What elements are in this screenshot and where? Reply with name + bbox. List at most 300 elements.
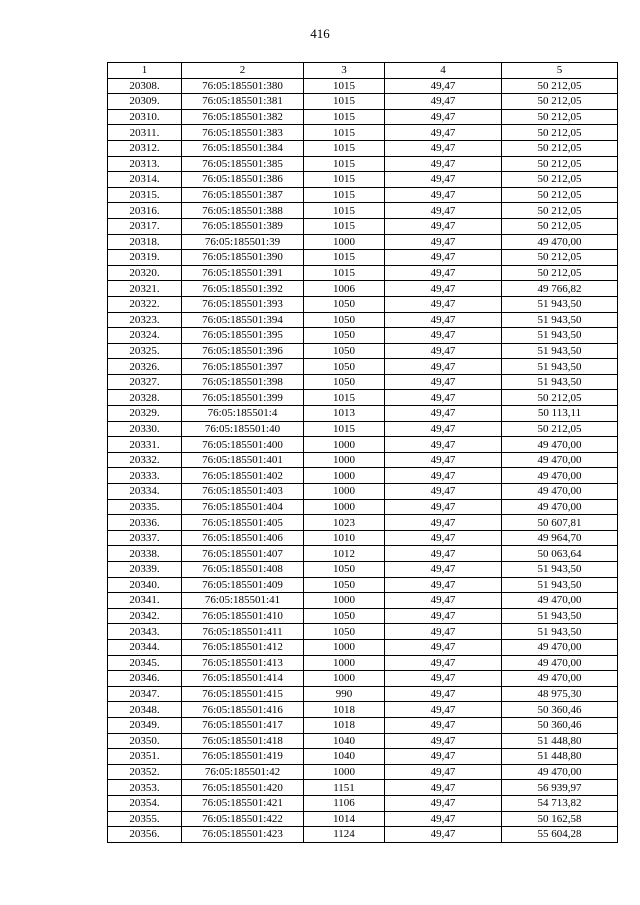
table-row	[108, 359, 618, 375]
table-cell: 49 470,00	[502, 639, 618, 655]
table-cell: 20346.	[108, 671, 182, 687]
table-row	[108, 671, 618, 687]
table-cell: 49,47	[385, 733, 502, 749]
table-cell: 20330.	[108, 421, 182, 437]
table-cell: 1015	[304, 187, 385, 203]
table-row	[108, 281, 618, 297]
table-row	[108, 546, 618, 562]
table-cell: 49,47	[385, 624, 502, 640]
table-cell: 49 470,00	[502, 655, 618, 671]
table-cell: 76:05:185501:414	[182, 671, 304, 687]
table-cell: 51 943,50	[502, 624, 618, 640]
table-cell: 1018	[304, 717, 385, 733]
table-cell: 76:05:185501:413	[182, 655, 304, 671]
table-cell: 20334.	[108, 484, 182, 500]
table-cell: 50 607,81	[502, 515, 618, 531]
table-cell: 20311.	[108, 125, 182, 141]
table-cell: 1015	[304, 421, 385, 437]
table-row	[108, 639, 618, 655]
table-body	[108, 78, 618, 842]
table-row	[108, 780, 618, 796]
table-row	[108, 203, 618, 219]
table-cell: 50 162,58	[502, 811, 618, 827]
table-cell: 49,47	[385, 515, 502, 531]
table-cell: 20326.	[108, 359, 182, 375]
table-cell: 76:05:185501:395	[182, 328, 304, 344]
table-cell: 1012	[304, 546, 385, 562]
table-cell: 20336.	[108, 515, 182, 531]
table-cell: 20317.	[108, 218, 182, 234]
table-cell: 50 212,05	[502, 390, 618, 406]
table-cell: 76:05:185501:422	[182, 811, 304, 827]
table-cell: 49,47	[385, 296, 502, 312]
table-cell: 1040	[304, 749, 385, 765]
table-cell: 49,47	[385, 312, 502, 328]
table-cell: 50 212,05	[502, 421, 618, 437]
table-cell: 76:05:185501:392	[182, 281, 304, 297]
table-row	[108, 250, 618, 266]
table-row	[108, 499, 618, 515]
table-cell: 1015	[304, 172, 385, 188]
table-cell: 990	[304, 686, 385, 702]
data-table	[107, 62, 618, 843]
table-row	[108, 749, 618, 765]
table-cell: 20308.	[108, 78, 182, 94]
table-cell: 1023	[304, 515, 385, 531]
table-cell: 1000	[304, 639, 385, 655]
table-cell: 76:05:185501:390	[182, 250, 304, 266]
table-cell: 1018	[304, 702, 385, 718]
table-cell: 76:05:185501:415	[182, 686, 304, 702]
table-cell: 49,47	[385, 484, 502, 500]
table-cell: 76:05:185501:419	[182, 749, 304, 765]
table-cell: 20313.	[108, 156, 182, 172]
table-cell: 51 943,50	[502, 328, 618, 344]
table-cell: 1015	[304, 94, 385, 110]
column-header: 5	[502, 63, 618, 79]
table-cell: 76:05:185501:39	[182, 234, 304, 250]
table-cell: 76:05:185501:393	[182, 296, 304, 312]
table-cell: 51 448,80	[502, 749, 618, 765]
table-row	[108, 811, 618, 827]
table-cell: 1151	[304, 780, 385, 796]
table-cell: 49,47	[385, 593, 502, 609]
table-cell: 20356.	[108, 827, 182, 843]
table-cell: 49,47	[385, 827, 502, 843]
table-cell: 49,47	[385, 749, 502, 765]
table-cell: 49,47	[385, 172, 502, 188]
table-cell: 49 470,00	[502, 468, 618, 484]
table-cell: 51 943,50	[502, 374, 618, 390]
table-cell: 55 604,28	[502, 827, 618, 843]
table-cell: 76:05:185501:397	[182, 359, 304, 375]
table-cell: 50 360,46	[502, 717, 618, 733]
table-cell: 76:05:185501:402	[182, 468, 304, 484]
table-cell: 20323.	[108, 312, 182, 328]
table-row	[108, 234, 618, 250]
table-cell: 20312.	[108, 140, 182, 156]
table-row	[108, 140, 618, 156]
table-cell: 49 470,00	[502, 764, 618, 780]
table-cell: 76:05:185501:388	[182, 203, 304, 219]
table-cell: 1000	[304, 437, 385, 453]
table-cell: 1050	[304, 328, 385, 344]
table-cell: 49,47	[385, 608, 502, 624]
table-cell: 49 470,00	[502, 593, 618, 609]
table-cell: 76:05:185501:394	[182, 312, 304, 328]
table-cell: 49,47	[385, 546, 502, 562]
table-cell: 50 212,05	[502, 265, 618, 281]
table-cell: 48 975,30	[502, 686, 618, 702]
table-cell: 76:05:185501:408	[182, 562, 304, 578]
table-cell: 20341.	[108, 593, 182, 609]
table-cell: 51 943,50	[502, 343, 618, 359]
table-cell: 20335.	[108, 499, 182, 515]
table-row	[108, 733, 618, 749]
table-cell: 20325.	[108, 343, 182, 359]
table-cell: 1015	[304, 250, 385, 266]
table-cell: 49 964,70	[502, 530, 618, 546]
table-cell: 49,47	[385, 780, 502, 796]
table-cell: 20343.	[108, 624, 182, 640]
table-cell: 76:05:185501:401	[182, 452, 304, 468]
table-row	[108, 593, 618, 609]
table-cell: 50 212,05	[502, 250, 618, 266]
table-cell: 76:05:185501:383	[182, 125, 304, 141]
table-cell: 20350.	[108, 733, 182, 749]
table-cell: 20331.	[108, 437, 182, 453]
table-row	[108, 624, 618, 640]
table-cell: 1015	[304, 140, 385, 156]
table-cell: 20321.	[108, 281, 182, 297]
table-cell: 20310.	[108, 109, 182, 125]
table-cell: 1015	[304, 203, 385, 219]
table-cell: 1014	[304, 811, 385, 827]
table-cell: 49,47	[385, 406, 502, 422]
table-cell: 20349.	[108, 717, 182, 733]
table-cell: 49,47	[385, 530, 502, 546]
table-cell: 51 943,50	[502, 577, 618, 593]
table-cell: 76:05:185501:382	[182, 109, 304, 125]
table-cell: 54 713,82	[502, 795, 618, 811]
table-cell: 1015	[304, 390, 385, 406]
table-cell: 76:05:185501:406	[182, 530, 304, 546]
table-cell: 50 212,05	[502, 94, 618, 110]
table-cell: 50 212,05	[502, 125, 618, 141]
table-cell: 56 939,97	[502, 780, 618, 796]
table-cell: 50 212,05	[502, 140, 618, 156]
table-cell: 49,47	[385, 811, 502, 827]
table-cell: 50 212,05	[502, 203, 618, 219]
table-cell: 20339.	[108, 562, 182, 578]
table-cell: 20347.	[108, 686, 182, 702]
table-cell: 76:05:185501:391	[182, 265, 304, 281]
table-cell: 76:05:185501:384	[182, 140, 304, 156]
table-cell: 49 470,00	[502, 484, 618, 500]
table-cell: 49,47	[385, 250, 502, 266]
table-cell: 1040	[304, 733, 385, 749]
table-cell: 49,47	[385, 343, 502, 359]
table-cell: 49,47	[385, 203, 502, 219]
table-cell: 1050	[304, 562, 385, 578]
table-cell: 1000	[304, 484, 385, 500]
table-cell: 76:05:185501:420	[182, 780, 304, 796]
table-cell: 76:05:185501:417	[182, 717, 304, 733]
table-cell: 1000	[304, 593, 385, 609]
table-cell: 20309.	[108, 94, 182, 110]
table-cell: 49 470,00	[502, 671, 618, 687]
table-cell: 20354.	[108, 795, 182, 811]
table-cell: 49,47	[385, 374, 502, 390]
table-row	[108, 328, 618, 344]
table-cell: 1015	[304, 78, 385, 94]
table-cell: 20353.	[108, 780, 182, 796]
table-cell: 1106	[304, 795, 385, 811]
table-cell: 76:05:185501:405	[182, 515, 304, 531]
table-cell: 1050	[304, 374, 385, 390]
table-cell: 49,47	[385, 452, 502, 468]
table-cell: 20327.	[108, 374, 182, 390]
table-cell: 20324.	[108, 328, 182, 344]
table-cell: 49,47	[385, 468, 502, 484]
table-cell: 76:05:185501:381	[182, 94, 304, 110]
table-cell: 20345.	[108, 655, 182, 671]
table-cell: 49,47	[385, 109, 502, 125]
table-cell: 49,47	[385, 140, 502, 156]
table-cell: 51 943,50	[502, 312, 618, 328]
table-row	[108, 468, 618, 484]
table-row	[108, 390, 618, 406]
table-cell: 49,47	[385, 717, 502, 733]
table-row	[108, 374, 618, 390]
table-row	[108, 406, 618, 422]
table-cell: 1015	[304, 109, 385, 125]
table-cell: 20355.	[108, 811, 182, 827]
table-cell: 49,47	[385, 639, 502, 655]
table-cell: 1000	[304, 234, 385, 250]
table-row	[108, 515, 618, 531]
table-cell: 49,47	[385, 686, 502, 702]
table-cell: 20332.	[108, 452, 182, 468]
table-cell: 76:05:185501:42	[182, 764, 304, 780]
table-cell: 50 212,05	[502, 109, 618, 125]
table-cell: 76:05:185501:380	[182, 78, 304, 94]
table-cell: 49,47	[385, 671, 502, 687]
table-cell: 76:05:185501:396	[182, 343, 304, 359]
table-cell: 49,47	[385, 187, 502, 203]
page-number: 416	[310, 26, 330, 41]
table-row	[108, 686, 618, 702]
table-row	[108, 577, 618, 593]
table-cell: 76:05:185501:404	[182, 499, 304, 515]
table-cell: 20352.	[108, 764, 182, 780]
table-cell: 76:05:185501:387	[182, 187, 304, 203]
table-cell: 49,47	[385, 125, 502, 141]
table-cell: 20319.	[108, 250, 182, 266]
table-cell: 76:05:185501:412	[182, 639, 304, 655]
table-cell: 1124	[304, 827, 385, 843]
table-cell: 20320.	[108, 265, 182, 281]
table-cell: 1015	[304, 265, 385, 281]
table-cell: 76:05:185501:421	[182, 795, 304, 811]
table-cell: 50 212,05	[502, 78, 618, 94]
table-cell: 20344.	[108, 639, 182, 655]
table-row	[108, 172, 618, 188]
table-cell: 50 063,64	[502, 546, 618, 562]
table-cell: 1013	[304, 406, 385, 422]
table-cell: 76:05:185501:386	[182, 172, 304, 188]
table-cell: 49,47	[385, 655, 502, 671]
table-cell: 50 113,11	[502, 406, 618, 422]
table-cell: 20329.	[108, 406, 182, 422]
table-cell: 51 943,50	[502, 359, 618, 375]
table-cell: 76:05:185501:418	[182, 733, 304, 749]
table-row	[108, 827, 618, 843]
table-cell: 1050	[304, 296, 385, 312]
table-cell: 49,47	[385, 218, 502, 234]
table-cell: 1050	[304, 624, 385, 640]
table-cell: 76:05:185501:409	[182, 577, 304, 593]
table-cell: 49,47	[385, 94, 502, 110]
table-cell: 49,47	[385, 764, 502, 780]
table-row	[108, 78, 618, 94]
table-cell: 51 943,50	[502, 608, 618, 624]
table-cell: 49,47	[385, 702, 502, 718]
table-row	[108, 795, 618, 811]
table-cell: 1000	[304, 499, 385, 515]
table-cell: 1000	[304, 468, 385, 484]
table-cell: 20322.	[108, 296, 182, 312]
table-cell: 1050	[304, 359, 385, 375]
table-row	[108, 437, 618, 453]
table-cell: 1015	[304, 156, 385, 172]
table-cell: 76:05:185501:416	[182, 702, 304, 718]
table-cell: 49,47	[385, 281, 502, 297]
table-cell: 76:05:185501:410	[182, 608, 304, 624]
table-cell: 20333.	[108, 468, 182, 484]
table-cell: 49,47	[385, 234, 502, 250]
table-cell: 49,47	[385, 562, 502, 578]
table-cell: 49,47	[385, 499, 502, 515]
table-cell: 20340.	[108, 577, 182, 593]
table-cell: 50 212,05	[502, 156, 618, 172]
table-cell: 1000	[304, 452, 385, 468]
column-header: 3	[304, 63, 385, 79]
table-cell: 1050	[304, 343, 385, 359]
table-cell: 76:05:185501:399	[182, 390, 304, 406]
table-cell: 1006	[304, 281, 385, 297]
table-cell: 1015	[304, 125, 385, 141]
table-cell: 51 943,50	[502, 562, 618, 578]
table-cell: 49,47	[385, 437, 502, 453]
column-header: 1	[108, 63, 182, 79]
table-cell: 20338.	[108, 546, 182, 562]
table-cell: 20328.	[108, 390, 182, 406]
table-cell: 49 470,00	[502, 499, 618, 515]
table-cell: 1050	[304, 577, 385, 593]
table-cell: 76:05:185501:389	[182, 218, 304, 234]
table-row	[108, 109, 618, 125]
table-row	[108, 764, 618, 780]
table-cell: 51 943,50	[502, 296, 618, 312]
table-cell: 76:05:185501:407	[182, 546, 304, 562]
table-cell: 1050	[304, 312, 385, 328]
table-cell: 76:05:185501:400	[182, 437, 304, 453]
table-cell: 20337.	[108, 530, 182, 546]
table-cell: 20314.	[108, 172, 182, 188]
table-row	[108, 484, 618, 500]
table-row	[108, 312, 618, 328]
table-row	[108, 530, 618, 546]
table-cell: 50 212,05	[502, 218, 618, 234]
table-cell: 51 448,80	[502, 733, 618, 749]
table-row	[108, 421, 618, 437]
table-row	[108, 265, 618, 281]
table-cell: 49 470,00	[502, 452, 618, 468]
table-cell: 49,47	[385, 328, 502, 344]
table-row	[108, 562, 618, 578]
table-cell: 76:05:185501:40	[182, 421, 304, 437]
table-cell: 1000	[304, 671, 385, 687]
table-row	[108, 296, 618, 312]
table-cell: 49,47	[385, 265, 502, 281]
table-cell: 20342.	[108, 608, 182, 624]
table-cell: 1000	[304, 655, 385, 671]
table-row	[108, 343, 618, 359]
column-header: 4	[385, 63, 502, 79]
table-cell: 1015	[304, 218, 385, 234]
table-cell: 76:05:185501:403	[182, 484, 304, 500]
table-cell: 49,47	[385, 78, 502, 94]
table-cell: 20348.	[108, 702, 182, 718]
table-cell: 49,47	[385, 421, 502, 437]
table-cell: 1000	[304, 764, 385, 780]
table-cell: 1010	[304, 530, 385, 546]
table-row	[108, 187, 618, 203]
table-cell: 50 212,05	[502, 187, 618, 203]
table-row	[108, 218, 618, 234]
column-header: 2	[182, 63, 304, 79]
table-cell: 20351.	[108, 749, 182, 765]
header-row	[108, 63, 618, 79]
table-cell: 20315.	[108, 187, 182, 203]
table-cell: 20318.	[108, 234, 182, 250]
table-cell: 50 212,05	[502, 172, 618, 188]
table-cell: 49 470,00	[502, 234, 618, 250]
table-cell: 49,47	[385, 359, 502, 375]
table-row	[108, 717, 618, 733]
table-cell: 76:05:185501:41	[182, 593, 304, 609]
table-row	[108, 452, 618, 468]
table-cell: 20316.	[108, 203, 182, 219]
table-row	[108, 94, 618, 110]
table-row	[108, 702, 618, 718]
table-cell: 49,47	[385, 390, 502, 406]
table-cell: 49,47	[385, 577, 502, 593]
table-cell: 49 470,00	[502, 437, 618, 453]
table-row	[108, 608, 618, 624]
table-cell: 49 766,82	[502, 281, 618, 297]
table-cell: 50 360,46	[502, 702, 618, 718]
table-cell: 76:05:185501:398	[182, 374, 304, 390]
table-cell: 49,47	[385, 156, 502, 172]
table-cell: 49,47	[385, 795, 502, 811]
table-cell: 76:05:185501:4	[182, 406, 304, 422]
table-row	[108, 125, 618, 141]
table-cell: 76:05:185501:423	[182, 827, 304, 843]
table-row	[108, 655, 618, 671]
table-row	[108, 156, 618, 172]
